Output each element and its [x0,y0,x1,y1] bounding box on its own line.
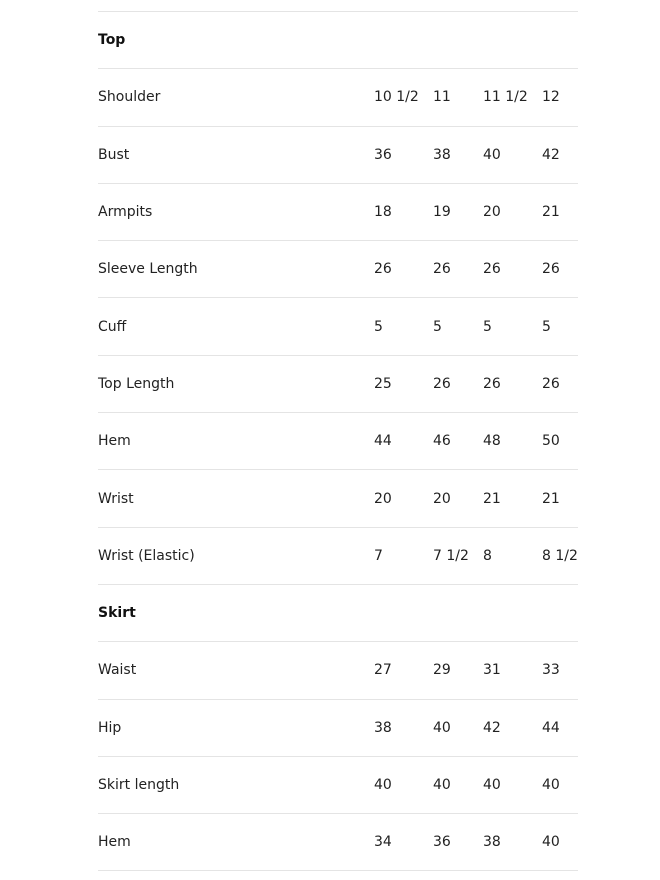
cell-size-1: 34 [374,834,392,851]
cell-size-3: 42 [483,719,501,736]
cell-size-1: 27 [374,662,392,679]
row-label: Armpits [98,204,153,221]
section-title: Top [98,32,126,49]
cell-size-1: 18 [374,204,392,221]
row-label: Hem [98,834,131,851]
section-header-skirt [98,585,578,642]
row-label: Hip [98,719,122,736]
section-header-top [98,12,578,69]
cell-size-2: 46 [433,433,451,450]
cell-size-2: 26 [433,375,451,392]
cell-size-1: 36 [374,146,392,163]
table-row-hip [98,700,578,757]
cell-size-3: 40 [483,146,501,163]
cell-size-1: 20 [374,490,392,507]
row-label: Top Length [98,375,175,392]
row-label: Wrist (Elastic) [98,547,195,564]
cell-size-2: 11 [433,89,451,106]
table-row-cuff [98,298,578,355]
cell-size-3: 21 [483,490,501,507]
table-row-wrist-elastic [98,528,578,585]
table-row-skirt-length [98,757,578,814]
cell-size-1: 25 [374,375,392,392]
table-row-bust [98,127,578,184]
row-label: Waist [98,662,137,679]
cell-size-4: 5 [542,318,551,335]
table-row-wrist [98,470,578,527]
cell-size-4: 40 [542,834,560,851]
cell-size-1: 40 [374,777,392,793]
cell-size-2: 7 1/2 [433,547,469,564]
cell-size-2: 29 [433,662,451,679]
table-row-armpits [98,184,578,241]
cell-size-4: 26 [542,375,560,392]
cell-size-3: 40 [483,777,501,793]
table-row-sleeve-length [98,241,578,298]
cell-size-3: 20 [483,204,501,221]
table-row-top-length [98,356,578,413]
cell-size-1: 5 [374,318,383,335]
cell-size-3: 11 1/2 [483,89,528,106]
table-row-shoulder [98,69,578,126]
cell-size-1: 10 1/2 [374,89,419,106]
table-row-waist [98,642,578,699]
cell-size-4: 44 [542,719,560,736]
cell-size-1: 44 [374,433,392,450]
row-label: Hem [98,433,131,450]
cell-size-4: 26 [542,261,560,278]
cell-size-2: 5 [433,318,442,335]
cell-size-2: 20 [433,490,451,507]
cell-size-4: 21 [542,204,560,221]
cell-size-4: 8 1/2 [542,547,578,564]
cell-size-3: 38 [483,834,501,851]
row-label: Skirt length [98,777,180,793]
cell-size-3: 8 [483,547,492,564]
cell-size-3: 31 [483,662,501,679]
cell-size-3: 26 [483,375,501,392]
cell-size-2: 40 [433,777,451,793]
cell-size-4: 50 [542,433,560,450]
cell-size-1: 38 [374,719,392,736]
row-label: Cuff [98,318,127,335]
cell-size-4: 42 [542,146,560,163]
cell-size-1: 7 [374,547,383,564]
cell-size-2: 19 [433,204,451,221]
table-row-hem [98,413,578,470]
row-label: Sleeve Length [98,261,198,278]
cell-size-2: 26 [433,261,451,278]
cell-size-4: 12 [542,89,560,106]
cell-size-3: 48 [483,433,501,450]
cell-size-4: 40 [542,777,560,793]
cell-size-2: 36 [433,834,451,851]
row-label: Shoulder [98,89,161,106]
row-label: Wrist [98,490,134,507]
cell-size-2: 38 [433,146,451,163]
cell-size-2: 40 [433,719,451,736]
cell-size-3: 26 [483,261,501,278]
row-label: Bust [98,146,130,163]
cell-size-1: 26 [374,261,392,278]
cell-size-4: 33 [542,662,560,679]
table-row-skirt-hem [98,814,578,871]
cell-size-4: 21 [542,490,560,507]
cell-size-3: 5 [483,318,492,335]
size-chart-table [98,11,578,871]
section-title: Skirt [98,605,136,622]
